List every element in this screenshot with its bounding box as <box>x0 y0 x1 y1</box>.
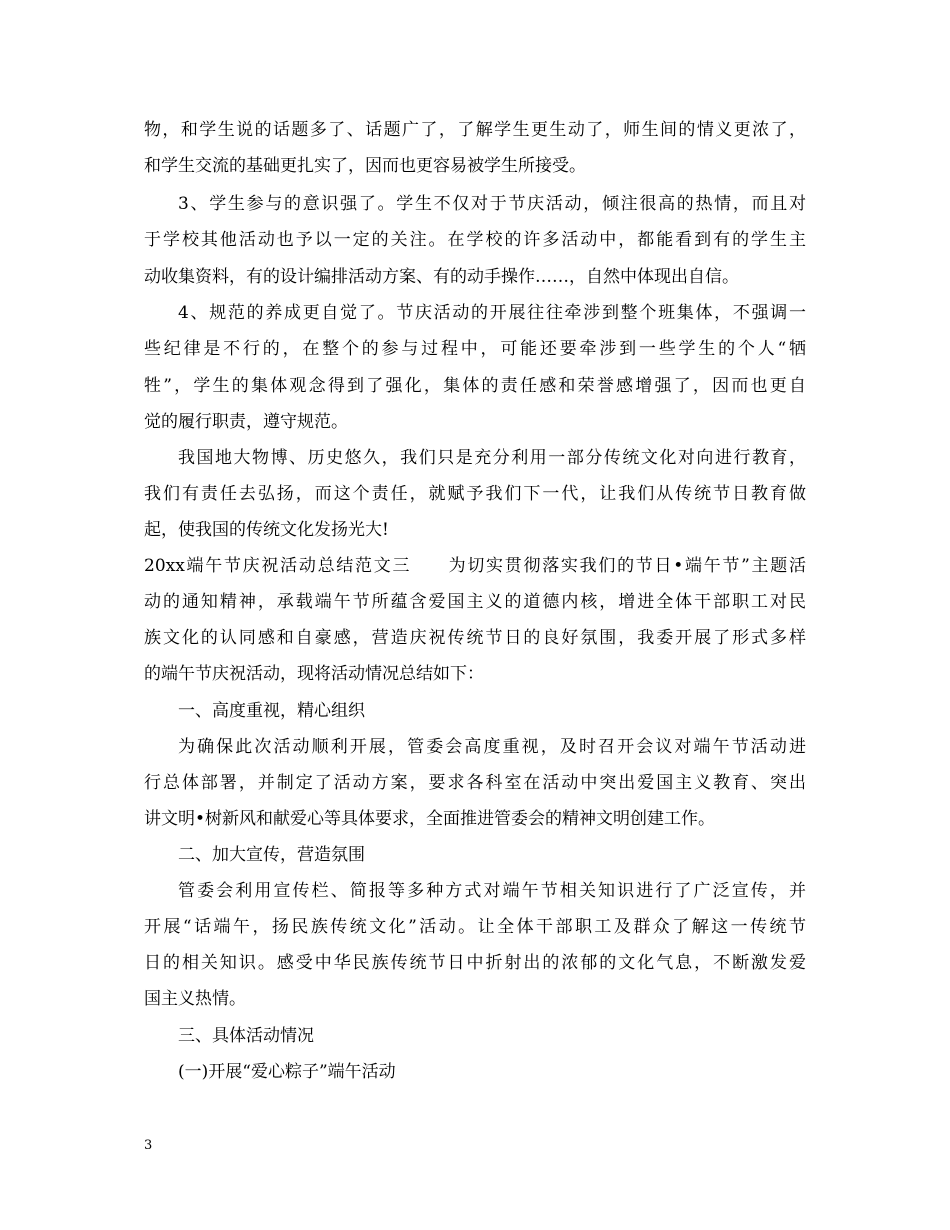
text-line: 3、学生参与的意识强了。学生不仅对于节庆活动，倾注很高的热情，而且对 <box>178 194 806 214</box>
text-line: 些纪律是不行的，在整个的参与过程中，可能还要牵涉到一些学生的个人“牺 <box>144 339 806 359</box>
text-line: 动的通知精神，承载端午节所蕴含爱国主义的道德内核，增进全体干部职工对民 <box>144 592 806 612</box>
text-line: 20xx端午节庆祝活动总结范文三 为切实贯彻落实我们的节日•端午节”主题活 <box>144 556 806 576</box>
page-number: 3 <box>144 1138 153 1153</box>
text-line: 管委会利用宣传栏、简报等多种方式对端午节相关知识进行了广泛宣传，并 <box>178 881 806 901</box>
text-line: 为确保此次活动顺利开展，管委会高度重视，及时召开会议对端午节活动进 <box>178 737 806 757</box>
text-line: 族文化的认同感和自豪感，营造庆祝传统节日的良好氛围，我委开展了形式多样 <box>144 628 806 648</box>
section-heading: 二、加大宣传，营造氛围 <box>178 845 365 865</box>
text-line: 动收集资料，有的设计编排活动方案、有的动手操作……，自然中体现出自信。 <box>144 267 739 287</box>
text-line: 开展“话端午，扬民族传统文化”活动。让全体干部职工及群众了解这一传统节 <box>144 917 806 937</box>
text-line: 我国地大物博、历史悠久，我们只是充分利用一部分传统文化对向进行教育， <box>178 448 806 468</box>
subsection-heading: (一)开展“爱心粽子”端午活动 <box>178 1062 396 1082</box>
section-heading: 一、高度重视，精心组织 <box>178 701 365 721</box>
text-line: 国主义热情。 <box>144 989 246 1009</box>
text-line: 物，和学生说的话题多了、话题广了，了解学生更生动了，师生间的情义更浓了， <box>144 120 806 140</box>
text-line: 日的相关知识。感受中华民族传统节日中折射出的浓郁的文化气息，不断激发爱 <box>144 953 806 973</box>
text-line: 和学生交流的基础更扎实了，因而也更容易被学生所接受。 <box>144 156 586 176</box>
text-line: 起，使我国的传统文化发扬光大! <box>144 520 389 540</box>
text-line: 我们有责任去弘扬，而这个责任，就赋予我们下一代，让我们从传统节日教育做 <box>144 484 806 504</box>
text-line: 于学校其他活动也予以一定的关注。在学校的许多活动中，都能看到有的学生主 <box>144 230 806 250</box>
text-line: 4、规范的养成更自觉了。节庆活动的开展往往牵涉到整个班集体，不强调一 <box>178 303 806 323</box>
text-line: 讲文明•树新风和献爱心等具体要求，全面推进管委会的精神文明创建工作。 <box>144 809 716 829</box>
text-line: 牲”，学生的集体观念得到了强化，集体的责任感和荣誉感增强了，因而也更自 <box>144 376 806 396</box>
text-line: 觉的履行职责，遵守规范。 <box>144 412 348 432</box>
text-line: 的端午节庆祝活动，现将活动情况总结如下： <box>144 664 484 684</box>
section-heading: 三、具体活动情况 <box>178 1026 314 1046</box>
text-line: 行总体部署，并制定了活动方案，要求各科室在活动中突出爱国主义教育、突出 <box>144 773 806 793</box>
